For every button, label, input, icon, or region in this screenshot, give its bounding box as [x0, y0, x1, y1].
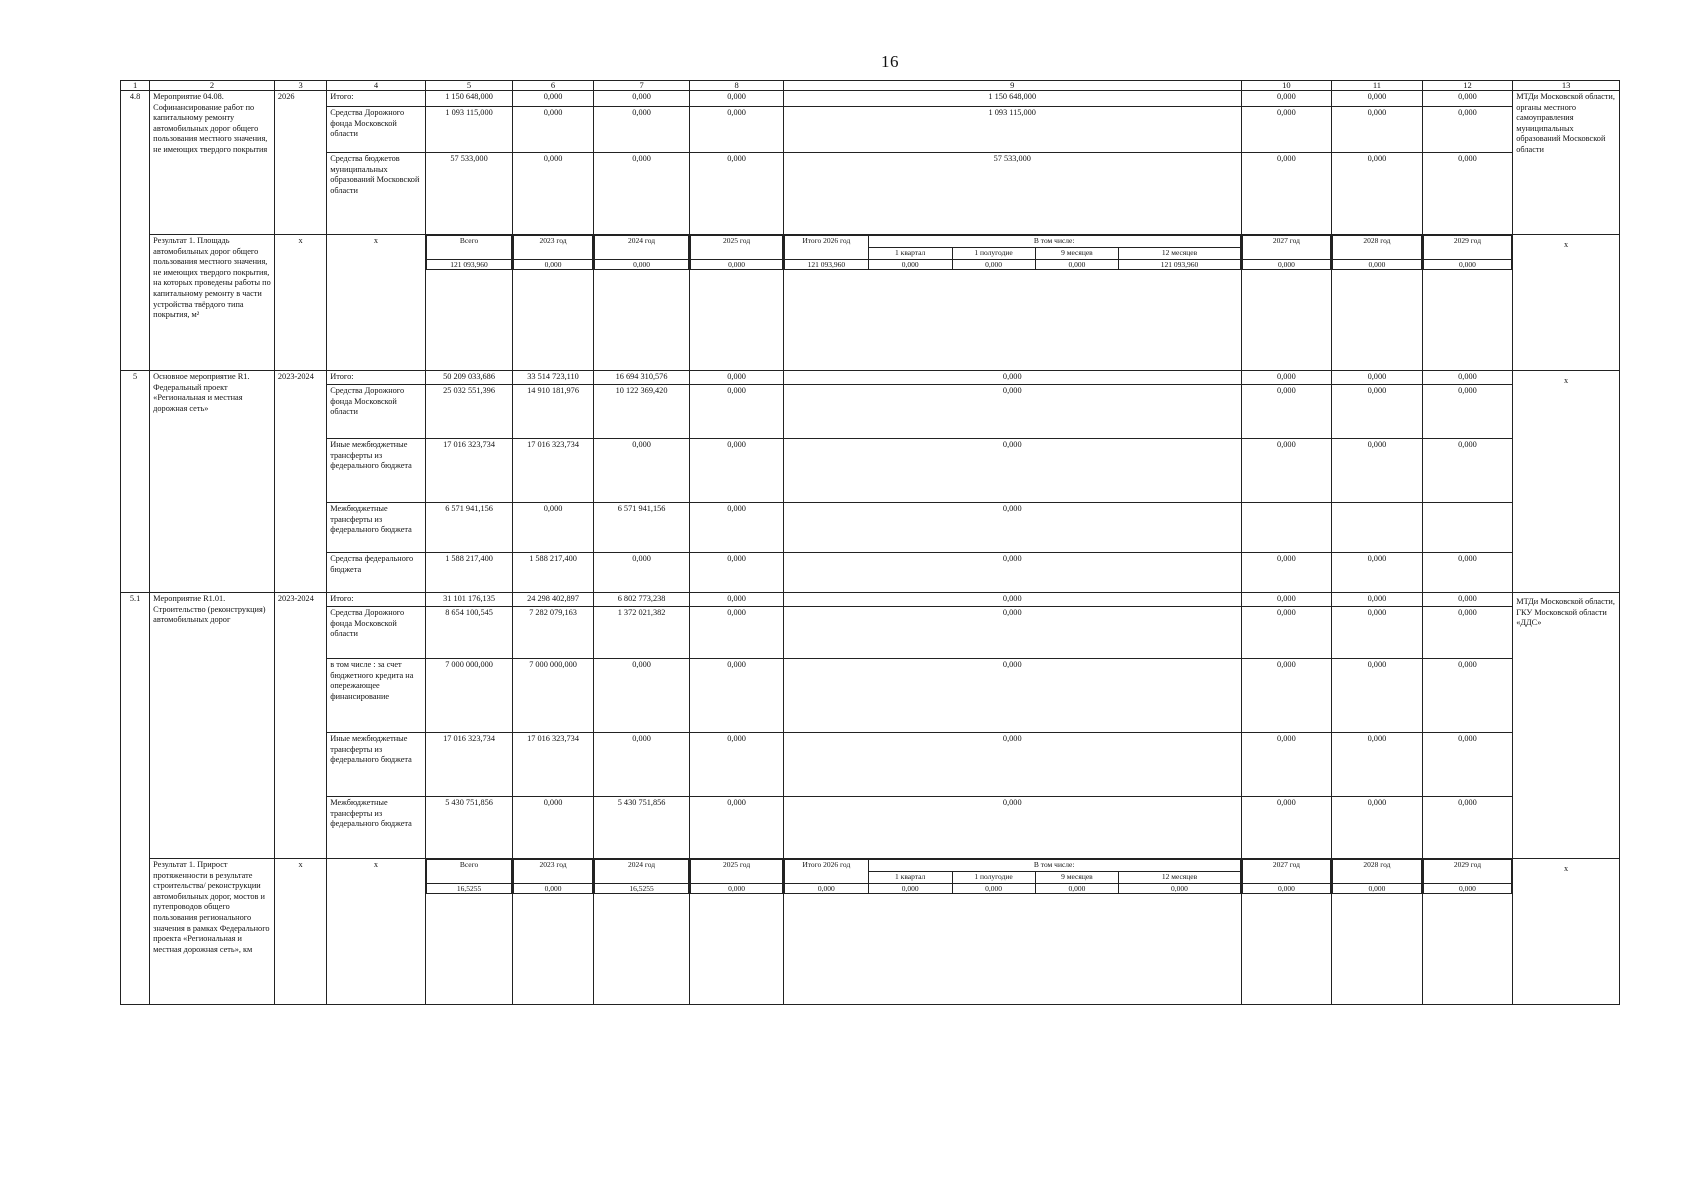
val-2024: 16,5255 [594, 884, 689, 894]
cell-2024: 16 694 310,576 [593, 371, 690, 385]
col-num: 12 [1422, 81, 1513, 91]
result-c3: х [274, 235, 326, 371]
cell-2026: 57 533,000 [783, 153, 1241, 235]
col-num: 10 [1241, 81, 1332, 91]
cell-2027: 0,000 [1241, 371, 1332, 385]
val-m12: 121 093,960 [1119, 260, 1240, 270]
funding-source: Иные межбюджетные трансферты из федерального бюджета [327, 733, 426, 797]
result-name: Результат 1. Площадь автомобильных дорог общего пользования местного значения, не имеющих твердого покрытия, на которых проведены работы по капитальному ремонту в части устройства твёрдого типа покрытия, м² [150, 235, 275, 371]
item-years: 2023-2024 [274, 593, 326, 859]
cell-2023: 0,000 [513, 503, 593, 553]
val-2027: 0,000 [1242, 884, 1331, 894]
cell-2027: 0,000 [1241, 385, 1332, 439]
funding-source: Итого: [327, 371, 426, 385]
col-num: 13 [1513, 81, 1620, 91]
hdr-2028: 2028 год [1333, 860, 1422, 884]
cell-2025: 0,000 [690, 553, 784, 593]
cell-total: 5 430 751,856 [425, 797, 513, 859]
cell-2024: 0,000 [593, 439, 690, 503]
col-num: 4 [327, 81, 426, 91]
table-row [121, 503, 1620, 553]
column-number-row [121, 81, 1620, 91]
cell-total: 25 032 551,396 [425, 385, 513, 439]
hdr-2024: 2024 год [594, 860, 689, 884]
cell-2025: 0,000 [690, 385, 784, 439]
col-num: 11 [1332, 81, 1423, 91]
cell-2028 [1332, 503, 1423, 553]
cell-2026: 0,000 [783, 385, 1241, 439]
cell-2027: 0,000 [1241, 153, 1332, 235]
cell-2029: 0,000 [1422, 797, 1513, 859]
val-2028: 0,000 [1333, 260, 1422, 270]
val-2029: 0,000 [1423, 260, 1512, 270]
cell-2028: 0,000 [1332, 371, 1423, 385]
item-number: 4.8 [121, 91, 150, 371]
val-2025: 0,000 [691, 260, 783, 270]
val-m12: 0,000 [1119, 884, 1240, 894]
cell-2026: 0,000 [783, 659, 1241, 733]
hdr-2025: 2025 год [691, 860, 783, 884]
cell-2023: 0,000 [513, 797, 593, 859]
result-2029-cell [1422, 859, 1513, 1005]
result-total-cell [425, 235, 513, 371]
cell-2025: 0,000 [690, 153, 784, 235]
cell-2025: 0,000 [690, 503, 784, 553]
cell-2026: 1 150 648,000 [783, 91, 1241, 107]
result-c13: х [1513, 859, 1620, 1005]
result-name: Результат 1. Прирост протяженности в результате строительства/ реконструкции автомобильных дорог, мостов и путепроводов общего пользования регионального значения в рамках Федерального проекта «Региональная и местная дорожная сеть», км [150, 859, 275, 1005]
cell-2028: 0,000 [1332, 91, 1423, 107]
cell-2028: 0,000 [1332, 733, 1423, 797]
result-2024-cell [593, 235, 690, 371]
cell-2023: 17 016 323,734 [513, 439, 593, 503]
cell-total: 8 654 100,545 [425, 607, 513, 659]
table-row [121, 797, 1620, 859]
hdr-2029: 2029 год [1423, 860, 1512, 884]
val-2023: 0,000 [514, 260, 592, 270]
cell-2025: 0,000 [690, 797, 784, 859]
cell-total: 1 150 648,000 [425, 91, 513, 107]
result-2023-cell [513, 235, 593, 371]
cell-2025: 0,000 [690, 733, 784, 797]
hdr-2023: 2023 год [514, 236, 592, 260]
val-2028: 0,000 [1333, 884, 1422, 894]
val-h1: 0,000 [952, 260, 1035, 270]
result-2024-cell [593, 859, 690, 1005]
cell-2029: 0,000 [1422, 153, 1513, 235]
cell-2025: 0,000 [690, 91, 784, 107]
cell-2025: 0,000 [690, 439, 784, 503]
col-num: 8 [690, 81, 784, 91]
cell-2024: 0,000 [593, 91, 690, 107]
result-2029-cell [1422, 235, 1513, 371]
cell-2028: 0,000 [1332, 107, 1423, 153]
cell-2023: 1 588 217,400 [513, 553, 593, 593]
cell-2026: 0,000 [783, 607, 1241, 659]
val-2029: 0,000 [1423, 884, 1512, 894]
result-c3: х [274, 859, 326, 1005]
cell-2027: 0,000 [1241, 659, 1332, 733]
cell-2027 [1241, 503, 1332, 553]
cell-2023: 0,000 [513, 107, 593, 153]
cell-2026: 0,000 [783, 733, 1241, 797]
cell-2028: 0,000 [1332, 439, 1423, 503]
result-2025-cell [690, 859, 784, 1005]
cell-2026: 0,000 [783, 439, 1241, 503]
hdr-2025: 2025 год [691, 236, 783, 260]
table-row [121, 593, 1620, 607]
hdr-q1: 1 квартал [868, 248, 952, 260]
table-row [121, 385, 1620, 439]
cell-2027: 0,000 [1241, 553, 1332, 593]
item-number: 5 [121, 371, 150, 593]
cell-2025: 0,000 [690, 593, 784, 607]
cell-2027: 0,000 [1241, 91, 1332, 107]
cell-2029: 0,000 [1422, 607, 1513, 659]
cell-2025: 0,000 [690, 371, 784, 385]
cell-2026: 0,000 [783, 371, 1241, 385]
val-total-2026: 121 093,960 [784, 260, 868, 270]
hdr-2027: 2027 год [1242, 236, 1331, 260]
funding-source: Средства бюджетов муниципальных образований Московской области [327, 153, 426, 235]
cell-total: 17 016 323,734 [425, 439, 513, 503]
funding-source: Средства федерального бюджета [327, 553, 426, 593]
col-num: 5 [425, 81, 513, 91]
val-total: 121 093,960 [426, 260, 512, 270]
hdr-m9: 9 месяцев [1035, 872, 1119, 884]
result-c4: х [327, 859, 426, 1005]
cell-2028: 0,000 [1332, 593, 1423, 607]
item-number: 5.1 [121, 593, 150, 1005]
cell-2029: 0,000 [1422, 439, 1513, 503]
result-2028-cell [1332, 235, 1423, 371]
result-row [121, 859, 1620, 1005]
cell-2029: 0,000 [1422, 371, 1513, 385]
funding-source: Средства Дорожного фонда Московской области [327, 385, 426, 439]
result-row [121, 235, 1620, 371]
funding-source: Межбюджетные трансферты из федерального бюджета [327, 797, 426, 859]
item-name: Мероприятие R1.01. Строительство (реконструкция) автомобильных дорог [150, 593, 275, 859]
item-name: Основное мероприятие R1. Федеральный проект «Региональная и местная дорожная сеть» [150, 371, 275, 593]
cell-2029: 0,000 [1422, 733, 1513, 797]
hdr-m9: 9 месяцев [1035, 248, 1119, 260]
cell-2024: 1 372 021,382 [593, 607, 690, 659]
result-2025-cell [690, 235, 784, 371]
result-total-cell [425, 859, 513, 1005]
cell-2023: 24 298 402,897 [513, 593, 593, 607]
val-2023: 0,000 [514, 884, 592, 894]
hdr-incl: В том числе: [868, 236, 1240, 248]
col-num: 3 [274, 81, 326, 91]
cell-2026: 0,000 [783, 553, 1241, 593]
cell-2024: 0,000 [593, 107, 690, 153]
cell-2028: 0,000 [1332, 385, 1423, 439]
hdr-m12: 12 месяцев [1119, 872, 1240, 884]
table-row [121, 607, 1620, 659]
cell-2023: 14 910 181,976 [513, 385, 593, 439]
col-num: 9 [783, 81, 1241, 91]
table-row [121, 153, 1620, 235]
table-row [121, 91, 1620, 107]
result-2027-cell [1241, 235, 1332, 371]
responsible: МТДи Московской области, органы местного самоуправления муниципальных образований Московской области [1513, 91, 1620, 235]
cell-2027: 0,000 [1241, 607, 1332, 659]
col-num: 1 [121, 81, 150, 91]
cell-2026: 1 093 115,000 [783, 107, 1241, 153]
hdr-total-2026: Итого 2026 год [784, 860, 868, 884]
cell-2029: 0,000 [1422, 593, 1513, 607]
item-name: Мероприятие 04.08. Софинансирование работ по капитальному ремонту автомобильных дорог общего пользования местного значения, не имеющих твердого покрытия [150, 91, 275, 235]
result-2028-cell [1332, 859, 1423, 1005]
cell-2029: 0,000 [1422, 553, 1513, 593]
hdr-2029: 2029 год [1423, 236, 1512, 260]
hdr-2027: 2027 год [1242, 860, 1331, 884]
hdr-2023: 2023 год [514, 860, 592, 884]
cell-2029 [1422, 503, 1513, 553]
cell-2023: 33 514 723,110 [513, 371, 593, 385]
cell-total: 1 588 217,400 [425, 553, 513, 593]
cell-2027: 0,000 [1241, 733, 1332, 797]
cell-2023: 7 000 000,000 [513, 659, 593, 733]
page-number: 16 [881, 52, 899, 71]
item-years: 2026 [274, 91, 326, 235]
hdr-h1: 1 полугодие [952, 872, 1035, 884]
cell-total: 17 016 323,734 [425, 733, 513, 797]
hdr-incl: В том числе: [868, 860, 1240, 872]
cell-2026: 0,000 [783, 797, 1241, 859]
hdr-total-2026: Итого 2026 год [784, 236, 868, 260]
cell-total: 7 000 000,000 [425, 659, 513, 733]
table-row [121, 107, 1620, 153]
cell-2024: 0,000 [593, 553, 690, 593]
cell-2029: 0,000 [1422, 107, 1513, 153]
cell-2028: 0,000 [1332, 553, 1423, 593]
cell-2025: 0,000 [690, 659, 784, 733]
col-num: 2 [150, 81, 275, 91]
cell-2025: 0,000 [690, 607, 784, 659]
program-table [120, 80, 1620, 1005]
funding-source: в том числе : за счет бюджетного кредита на опережающее финансирование [327, 659, 426, 733]
cell-total: 31 101 176,135 [425, 593, 513, 607]
col-num: 6 [513, 81, 593, 91]
cell-2028: 0,000 [1332, 153, 1423, 235]
cell-total: 50 209 033,686 [425, 371, 513, 385]
cell-total: 6 571 941,156 [425, 503, 513, 553]
hdr-q1: 1 квартал [868, 872, 952, 884]
table-row [121, 659, 1620, 733]
cell-2023: 7 282 079,163 [513, 607, 593, 659]
funding-source: Итого: [327, 593, 426, 607]
funding-source: Итого: [327, 91, 426, 107]
val-total: 16,5255 [426, 884, 512, 894]
funding-source: Межбюджетные трансферты из федерального бюджета [327, 503, 426, 553]
val-total-2026: 0,000 [784, 884, 868, 894]
result-2026-cell [783, 859, 1241, 1005]
val-2024: 0,000 [594, 260, 689, 270]
val-m9: 0,000 [1035, 884, 1119, 894]
cell-2029: 0,000 [1422, 659, 1513, 733]
cell-2027: 0,000 [1241, 439, 1332, 503]
cell-2024: 6 802 773,238 [593, 593, 690, 607]
hdr-h1: 1 полугодие [952, 248, 1035, 260]
table-row [121, 553, 1620, 593]
cell-2029: 0,000 [1422, 91, 1513, 107]
val-q1: 0,000 [868, 884, 952, 894]
table-row [121, 733, 1620, 797]
cell-2028: 0,000 [1332, 797, 1423, 859]
hdr-2028: 2028 год [1333, 236, 1422, 260]
col-num: 7 [593, 81, 690, 91]
cell-2023: 17 016 323,734 [513, 733, 593, 797]
cell-2026: 0,000 [783, 593, 1241, 607]
cell-2024: 5 430 751,856 [593, 797, 690, 859]
result-c4: х [327, 235, 426, 371]
hdr-total: Всего [426, 236, 512, 260]
cell-2029: 0,000 [1422, 385, 1513, 439]
cell-2024: 0,000 [593, 153, 690, 235]
item-years: 2023-2024 [274, 371, 326, 593]
val-2025: 0,000 [691, 884, 783, 894]
val-q1: 0,000 [868, 260, 952, 270]
cell-2024: 0,000 [593, 659, 690, 733]
cell-2027: 0,000 [1241, 107, 1332, 153]
cell-2024: 0,000 [593, 733, 690, 797]
cell-2027: 0,000 [1241, 797, 1332, 859]
hdr-2024: 2024 год [594, 236, 689, 260]
funding-source: Средства Дорожного фонда Московской области [327, 107, 426, 153]
result-2023-cell [513, 859, 593, 1005]
funding-source: Иные межбюджетные трансферты из федерального бюджета [327, 439, 426, 503]
cell-2024: 6 571 941,156 [593, 503, 690, 553]
responsible: х [1513, 371, 1620, 593]
responsible: МТДи Московской области, ГКУ Московской области «ДДС» [1513, 593, 1620, 859]
cell-2023: 0,000 [513, 153, 593, 235]
hdr-m12: 12 месяцев [1119, 248, 1240, 260]
cell-2028: 0,000 [1332, 607, 1423, 659]
table-row [121, 439, 1620, 503]
result-c13: х [1513, 235, 1620, 371]
table-row [121, 371, 1620, 385]
cell-2023: 0,000 [513, 91, 593, 107]
result-2027-cell [1241, 859, 1332, 1005]
cell-total: 1 093 115,000 [425, 107, 513, 153]
cell-2026: 0,000 [783, 503, 1241, 553]
cell-2028: 0,000 [1332, 659, 1423, 733]
funding-source: Средства Дорожного фонда Московской области [327, 607, 426, 659]
hdr-total: Всего [426, 860, 512, 884]
val-2027: 0,000 [1242, 260, 1331, 270]
cell-2027: 0,000 [1241, 593, 1332, 607]
val-h1: 0,000 [952, 884, 1035, 894]
val-m9: 0,000 [1035, 260, 1119, 270]
cell-total: 57 533,000 [425, 153, 513, 235]
result-2026-cell [783, 235, 1241, 371]
cell-2025: 0,000 [690, 107, 784, 153]
cell-2024: 10 122 369,420 [593, 385, 690, 439]
